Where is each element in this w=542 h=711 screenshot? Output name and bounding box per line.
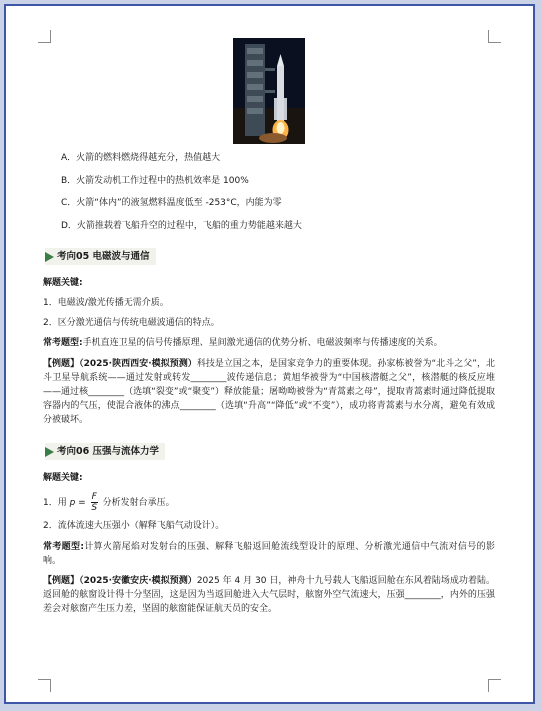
example-text: 科技是立国之本，是国家竞争力的重要体现。孙家栋被誉为“北斗之父”，北斗卫星导航系统——通过发射或转发________波传递信息；黄旭华被誉为“中国核潜艇之父”，核潜艇的核反应堆——通过核________（选填“裂变”或“聚变”）释放能量；屠呦呦被誉为“青蒿素之母”，提取青蒿素时通过降低提取容器内的气压，使混合液体的沸点________（选填“升高”“降低”或“不变”），成功将青蒿素与水分离，避免有效成分被破坏。	[43, 359, 496, 425]
section-05-key-label: 解题关键:	[43, 278, 83, 288]
example-text: 2025 年 4 月 30 日，神舟十九号载人飞船返回舱在东风着陆场成功着陆。返回舱的舷窗设计得十分坚固，这是因为当返回舱进入大气层时，舷窗外空气流速大，压强________，内外的压强差会对舷窗产生压力差，坚固的舷窗能保证航天员的安全。	[43, 576, 496, 614]
option-b: B．火箭发动机工作过程中的热机效率是 100%	[61, 175, 249, 186]
exam-text: 手机直连卫星的信号传播原理、星间激光通信的优势分析、电磁波频率与传播速度的关系。	[82, 338, 443, 348]
section-06-heading	[45, 443, 165, 460]
example-label: 【例题】（2025·陕西西安·模拟预测）	[43, 359, 197, 369]
option-c: C．火箭“体内”的液氢燃料温度低至 -253°C，内能为零	[61, 198, 282, 208]
rocket-launch-photo	[233, 38, 305, 144]
section-05-exam-types	[43, 337, 495, 350]
formula-numerator: F	[91, 492, 97, 502]
section-06-exam-types	[43, 540, 495, 568]
section-05-heading	[45, 248, 156, 265]
flag-icon	[45, 252, 54, 262]
section-05-title: 考向05 电磁波与通信	[57, 251, 150, 262]
exam-label: 常考题型:	[43, 542, 84, 552]
section-06-point-2: 2．流体流速大压强小（解释飞船气动设计）。	[43, 521, 225, 531]
section-06-key-label: 解题关键:	[43, 473, 83, 483]
margin-mark-bottom-left	[38, 679, 51, 692]
section-05-point-2: 2．区分激光通信与传统电磁波通信的特点。	[43, 318, 220, 328]
point-suffix: 分析发射台承压。	[99, 498, 175, 508]
formula-denominator: S	[91, 503, 98, 513]
section-06-point-1	[43, 492, 495, 513]
flag-icon	[45, 447, 54, 457]
section-06-title: 考向06 压强与流体力学	[57, 446, 160, 457]
option-d: D．火箭推载着飞船升空的过程中，飞船的重力势能越来越大	[61, 220, 302, 231]
document-content	[43, 38, 495, 622]
pressure-formula-fraction	[91, 492, 98, 513]
example-label: 【例题】（2025·安徽安庆·模拟预测）	[43, 576, 197, 586]
point-prefix: 1．用	[43, 498, 70, 508]
section-05-point-1: 1．电磁波/激光传播无需介质。	[43, 298, 169, 308]
section-06-example	[43, 574, 495, 616]
exam-label: 常考题型:	[43, 338, 83, 348]
margin-mark-bottom-right	[488, 679, 501, 692]
formula-lhs: p	[69, 498, 76, 508]
formula-eq: =	[75, 498, 89, 508]
exam-text: 计算火箭尾焰对发射台的压强、解释飞船返回舱流线型设计的原理、分析激光通信中气流对信号的影响。	[43, 542, 495, 566]
option-a: A．火箭的燃料燃烧得越充分，热值越大	[61, 153, 221, 163]
section-05-example	[43, 357, 495, 427]
